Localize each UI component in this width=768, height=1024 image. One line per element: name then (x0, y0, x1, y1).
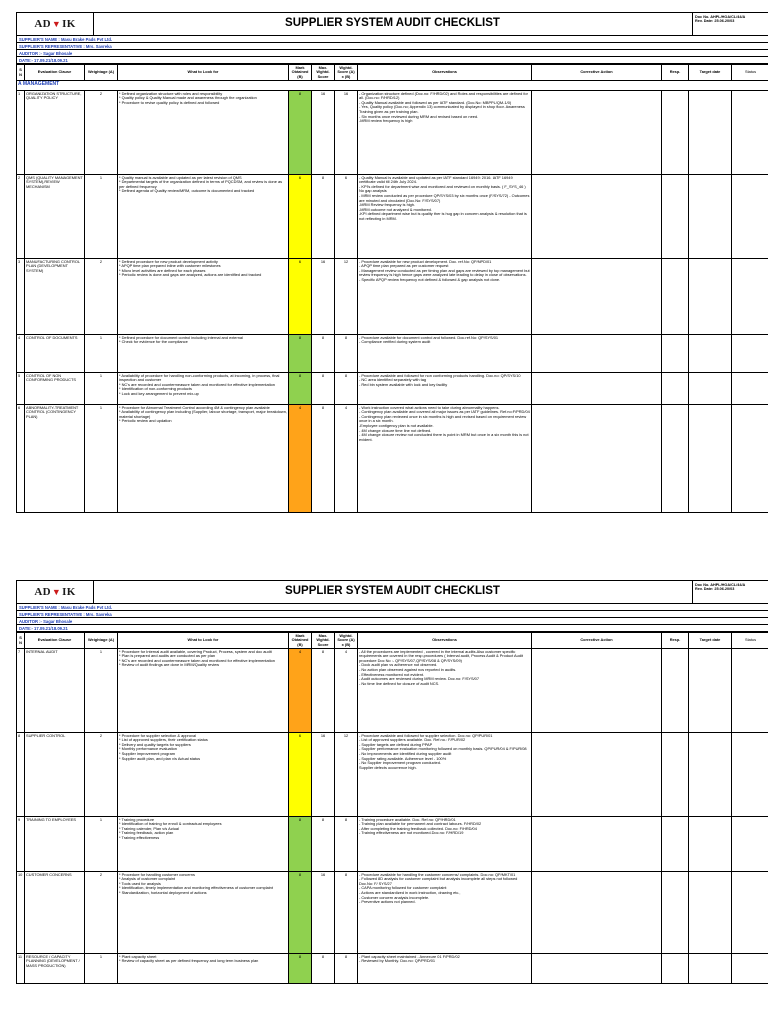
row-weightage: 2 (85, 733, 118, 817)
supplier-representative: SUPPLIER'S REPRESENTATIVE : Mrs. Savreka (16, 611, 768, 618)
row-weightage: 2 (85, 259, 118, 335)
row-target-date (689, 373, 732, 405)
row-mark: 6 (289, 733, 312, 817)
row-wghtd-score: 4 (335, 649, 358, 733)
row-wghtd-score: 8 (335, 373, 358, 405)
col-status: Status (732, 65, 768, 81)
row-corrective-action (532, 259, 662, 335)
table-row (17, 335, 768, 373)
section-management: A MANAGEMENT (17, 81, 768, 91)
row-target-date (689, 335, 732, 373)
audit-table (16, 64, 768, 513)
document-number (692, 581, 768, 603)
row-status (732, 405, 768, 513)
row-observations: - Plant capacity sheet maintained - Annexure 01 F/PRD/02 - Reviewed by Monthly. Doc.no: QP/PRD/01 (358, 954, 532, 984)
doc-no-text: Doc No. AHPL/HOA/CL/44/A (695, 583, 746, 587)
checklist-header (16, 12, 768, 36)
row-look-for: * Training procedure * Identification of training for enroll & contractual employees * Training calender, Plan v/s Actual * Training feedback, action plan * Training effectiveness (118, 817, 289, 872)
row-observations: - All the procedures are implemented , covered in the internal audits.Also customer specific requirements are covered in the resp.procedures ( Internal audit, Process Audit & Product Audit procedure Doc No :- QP/SYS/07,QP/SYS/08 & QP/SYS/09) - Dock audit plan vs adherence not observed. - No action plan observed against ncs reported in audits. - Effectiveness monitored not evident. - Audit outcomes are reviewed during MRM review. Doc.no: F/SYS/07 - No time line defined for closure of audit NCS. (358, 649, 532, 733)
row-look-for: * Defined procedure for document control including internal and external * Check for evidence for the compliance (118, 335, 289, 373)
table-row (17, 733, 768, 817)
row-wghtd-score: 6 (335, 175, 358, 259)
row-weightage: 2 (85, 872, 118, 954)
row-max-score: 8 (312, 373, 335, 405)
row-max-score: 8 (312, 649, 335, 733)
row-look-for: * Procedure for Internal audit available, covering Product, Process, system and doc audit * Plan is prepared and audits are conducted as per plan * NC's are recorded and countermeasure taken and monitored for effective implementation * Review of audit findings are done in MRM/Quality review (118, 649, 289, 733)
row-resp (662, 649, 689, 733)
col-resp: Resp. (662, 65, 689, 81)
row-resp (662, 259, 689, 335)
row-look-for: * Availability of procedure for handling non-conforming products, at incoming, in process, final inspection and customer * NC's are recorded and countermeasure taken and monitored for effective implementation * Identification of non-conforming products * Lock and key arrangement to prevent mix-up (118, 373, 289, 405)
checklist-title: SUPPLIER SYSTEM AUDIT CHECKLIST (285, 17, 500, 30)
row-observations: - Procedure available and followed for non conforming products handling. Doc.no: QP/SYS/10 - NC area identified separately with tag - Red bin system available with lock and key facility (358, 373, 532, 405)
col-corrective-action: Corrective Action (532, 65, 662, 81)
row-wghtd-score: 8 (335, 335, 358, 373)
row-status (732, 733, 768, 817)
row-max-score: 16 (312, 91, 335, 175)
row-sn: 7 (17, 649, 25, 733)
row-max-score: 8 (312, 817, 335, 872)
table-row (17, 649, 768, 733)
row-status (732, 817, 768, 872)
row-resp (662, 373, 689, 405)
row-target-date (689, 733, 732, 817)
checklist-header (16, 580, 768, 604)
col-observations: Observations (358, 633, 532, 649)
row-sn: 5 (17, 373, 25, 405)
col-status: Status (732, 633, 768, 649)
row-observations: - Training procedure available. Doc. Ref.no: QP/HRD/01 - Training plan available for permanent and contract labours. F/HRD/02 - After completing the training feedback collected. Doc.no: F/HRD/04 - Training effectiveness are not monitored.Doc.no: F/HRD/19 (358, 817, 532, 872)
checklist-page-1 (16, 12, 768, 513)
row-target-date (689, 175, 732, 259)
row-target-date (689, 91, 732, 175)
col-look-for: What to Look for (118, 633, 289, 649)
row-sn: 11 (17, 954, 25, 984)
document-number (692, 13, 768, 35)
supplier-name: SUPPLIER'S NAME : Masu Brake Pads Pvt Ltd. (16, 604, 768, 611)
col-max: Max. Wghtd. Score (312, 65, 335, 81)
row-clause: ABNORMALITY-TREATMENT CONTROL (CONTINGENCY PLAN) (25, 405, 85, 513)
row-mark: 8 (289, 817, 312, 872)
table-row (17, 259, 768, 335)
row-target-date (689, 259, 732, 335)
row-clause: CONTROL OF NON CONFORMING PRODUCTS (25, 373, 85, 405)
row-status (732, 335, 768, 373)
row-look-for: * Procedure for Abnormal Treatment Control according 4M & contingency plan available * Availability of contingency plan including (Supplier, labour shortage, transport, major breakdown, material shortage) * Periodic review and updation (118, 405, 289, 513)
table-row (17, 175, 768, 259)
row-sn: 9 (17, 817, 25, 872)
rev-date-text: Rev. Date: 25.06.20/03 (695, 19, 735, 24)
row-wghtd-score: 16 (335, 91, 358, 175)
audit-date: DATE:- 17.09.21/18.09.21 (16, 625, 768, 632)
auditor: AUDITOR :- Sagar Bhosale (16, 618, 768, 625)
table-row (17, 954, 768, 984)
row-resp (662, 175, 689, 259)
audit-date: DATE:- 17.09.21/18.09.21 (16, 57, 768, 64)
row-clause: QMS (QUALITY MANAGEMENT SYSTEM),REVIEW MECHANISM (25, 175, 85, 259)
row-observations: - Procedure available for handling the customer concerns/ complaints. Doc.no: QP/MKT/01 - Followed 8D analysis for customer complaint but analysis incomplete all steps not followed Doc.No: F/ SYS/27 - CAPA monitoring followed for customer complaint - Actions are standardized in work instruction, drawing etc., - Customer concern analysis incomplete. - Preventive actions not planned. (358, 872, 532, 954)
table-row (17, 405, 768, 513)
col-resp: Resp. (662, 633, 689, 649)
table-header-row (17, 633, 768, 649)
row-corrective-action (532, 733, 662, 817)
row-clause: CUSTOMER CONCERNS (25, 872, 85, 954)
col-sn: SN (17, 633, 25, 649)
col-target-date: Target date (689, 65, 732, 81)
col-corrective-action: Corrective Action (532, 633, 662, 649)
row-sn: 3 (17, 259, 25, 335)
row-clause: CONTROL OF DOCUMENTS (25, 335, 85, 373)
supplier-representative: SUPPLIER'S REPRESENTATIVE : Mrs. Savreka (16, 43, 768, 50)
row-sn: 6 (17, 405, 25, 513)
table-row (17, 91, 768, 175)
rev-date-text: Rev. Date: 25.06.20/03 (695, 587, 735, 592)
row-status (732, 954, 768, 984)
row-corrective-action (532, 335, 662, 373)
row-corrective-action (532, 817, 662, 872)
row-clause: MANUFACTURING CONTROL PLAN (DEVELOPMENT SYSTEM) (25, 259, 85, 335)
checklist-page-2 (16, 580, 768, 984)
row-observations: - Organization structure defined (Doc.no: F/HRD/02) and Roles and responsibilities are defined for all. (Doc.no: F/HRD/12) - Quality Manual available and followed as per IATF standard. (Doc.No: MBPPL/QM-1/0) - Yes, Quality policy (Doc.no; Appendix 13) communicated by displayed in shop floor. Awareness Training given as per training plan. - Six months once reviewed during MRM and revised based on need. -MRM review frequency is high (358, 91, 532, 175)
col-clause: Evaluation Clause (25, 633, 85, 649)
row-weightage: 1 (85, 954, 118, 984)
row-weightage: 1 (85, 649, 118, 733)
row-mark: 6 (289, 259, 312, 335)
col-mark: Mark Obtained (B) (289, 65, 312, 81)
row-weightage: 1 (85, 817, 118, 872)
advik-logo: AD▼IK (17, 13, 94, 35)
row-status (732, 259, 768, 335)
row-wghtd-score: 8 (335, 872, 358, 954)
row-mark: 4 (289, 405, 312, 513)
row-resp (662, 335, 689, 373)
row-target-date (689, 817, 732, 872)
row-look-for: * Procedure for handling customer concerns * Analysis of customer complaint * Tools used for analysis * Identification, timely implementation and monitoring effectiveness of customer complaint * Standardization, horizontal deployment of actions (118, 872, 289, 954)
row-status (732, 649, 768, 733)
row-status (732, 91, 768, 175)
row-status (732, 175, 768, 259)
row-observations: - Work instruction covered what actions need to take during abnormality happens. - Contingency plan available and covered all major issues as per IATF guidelines. Ref.no:F/PRD/04 - Contingency plan reviewed once in six months is high and revised based on requirement review once in a six month. -Employee contigency plan is not available. - 4M change closure time line not defined. - 4M change closure review not conducted there is point in MRM but once in a six month this is not evident. (358, 405, 532, 513)
row-weightage: 1 (85, 175, 118, 259)
row-status (732, 872, 768, 954)
row-wghtd-score: 4 (335, 405, 358, 513)
row-wghtd-score: 12 (335, 733, 358, 817)
row-mark: 8 (289, 91, 312, 175)
row-max-score: 8 (312, 175, 335, 259)
row-wghtd-score: 12 (335, 259, 358, 335)
row-corrective-action (532, 405, 662, 513)
col-look-for: What to Look for (118, 65, 289, 81)
col-max: Max. Wghtd. Score (312, 633, 335, 649)
row-mark: 8 (289, 335, 312, 373)
row-status (732, 373, 768, 405)
row-look-for: * Plant capacity sheet * Review of capacity sheet as per defined frequency and long term business plan (118, 954, 289, 984)
row-target-date (689, 405, 732, 513)
row-max-score: 16 (312, 872, 335, 954)
row-max-score: 8 (312, 954, 335, 984)
col-target-date: Target date (689, 633, 732, 649)
row-sn: 8 (17, 733, 25, 817)
row-target-date (689, 954, 732, 984)
advik-logo: AD▼IK (17, 581, 94, 603)
row-resp (662, 405, 689, 513)
row-max-score: 16 (312, 733, 335, 817)
row-look-for: * Procedure for supplier selection & approval * List of approved suppliers, their certification status * Delivery and quality targets for suppliers * Monthly performance evaluation * Supplier improvement program * Supplier audit plan, and plan v/s Actual status (118, 733, 289, 817)
row-mark: 6 (289, 175, 312, 259)
auditor: AUDITOR :- Sagar Bhosale (16, 50, 768, 57)
table-row (17, 872, 768, 954)
col-weightage: Weightage (A) (85, 65, 118, 81)
row-resp (662, 733, 689, 817)
row-clause: TRAINING TO EMPLOYEES (25, 817, 85, 872)
col-mark: Mark Obtained (B) (289, 633, 312, 649)
row-observations: - Procedure available for new product development. Doc. ref.No: QP/NPD/01 - APQP time plan prepared as per customer request - Management review conducted as per timing plan and gaps are reviewed by top management but review frequency is high hence gaps were analyzed late leading to delay in close of observations. - Specific APQP review frequency not defined & followed & gap analysis not done. (358, 259, 532, 335)
row-look-for: * Defined organization structure with roles and responsibility * Quality policy & Quality Manual made and awareness through the organization * Procedure to revise quality policy is defined and followed (118, 91, 289, 175)
row-corrective-action (532, 175, 662, 259)
row-weightage: 1 (85, 405, 118, 513)
col-wghtd: Wghtd. Score (A) x (B) (335, 633, 358, 649)
row-mark: 8 (289, 872, 312, 954)
row-mark: 8 (289, 954, 312, 984)
row-resp (662, 91, 689, 175)
row-weightage: 2 (85, 91, 118, 175)
row-clause: RESOURCE / CAPACITY PLANNING (DEVELOPMENT / MASS PRODUCTION) (25, 954, 85, 984)
col-clause: Evaluation Clause (25, 65, 85, 81)
row-sn: 2 (17, 175, 25, 259)
row-look-for: * Defined procedure for new product development activity * APQP time plan prepared inline with customer milestones * Micro level activities are defined for each phases * Periodic review is done and gaps are analyzed, actions are identified and tracked (118, 259, 289, 335)
row-observations: - Procedure available and followed for supplier selection. Doc.no: QP/PUR/01 - List of approved suppliers available. Doc. Ref.no.: F/PUR/02 - Supplier targets are defined during PPAP - Supplier performance evaluation monitoring followed on monthly basis. QP/PUR/04 & F/PUR/08 - No improvements are identified during supplier audit - Supplier rating available. Adherence level - 100% - No Supplier improvement program conducted. Supplier defects occurrence high. (358, 733, 532, 817)
doc-no-text: Doc No. AHPL/HOA/CL/44/A (695, 15, 746, 19)
row-target-date (689, 649, 732, 733)
row-resp (662, 954, 689, 984)
row-resp (662, 872, 689, 954)
row-max-score: 16 (312, 259, 335, 335)
row-mark: 8 (289, 373, 312, 405)
row-clause: INTERNAL AUDIT (25, 649, 85, 733)
row-resp (662, 817, 689, 872)
row-target-date (689, 872, 732, 954)
row-wghtd-score: 8 (335, 817, 358, 872)
checklist-title: SUPPLIER SYSTEM AUDIT CHECKLIST (285, 585, 500, 598)
row-corrective-action (532, 91, 662, 175)
col-observations: Observations (358, 65, 532, 81)
row-mark: 4 (289, 649, 312, 733)
row-observations: - Procedure available for document control and followed. Doc.ref.No: QP/SYS/01 - Compliance verified during system audit (358, 335, 532, 373)
row-weightage: 1 (85, 373, 118, 405)
row-observations: - Quality Manual is available and updated as per IATF standard 16949: 2016. IATF 16949 certificate valid till 24th July 2024. - KPI's defined for department wise and monitored and reviewed on monthly basis. ( F_SYS_46 ) No gap analysis - MRM review conducted as per procedure QP/SYS/03 by six months once (F/SYS/72) - Outcomes are minuted and circulated (Doc.No: F/SYS/07) -MRM Review frequency is high. -MRM outcome not analyzed & monitored. -KPI defined department wise but is quality ther is hug gap in concern analysis & resolution that is not reflecting in MRM. (358, 175, 532, 259)
row-corrective-action (532, 954, 662, 984)
supplier-name: SUPPLIER'S NAME : Masu Brake Pads Pvt Ltd. (16, 36, 768, 43)
row-max-score: 8 (312, 335, 335, 373)
row-sn: 1 (17, 91, 25, 175)
col-wghtd: Wghtd. Score (A) x (B) (335, 65, 358, 81)
col-sn: SN (17, 65, 25, 81)
row-sn: 10 (17, 872, 25, 954)
row-corrective-action (532, 872, 662, 954)
col-weightage: Weightage (A) (85, 633, 118, 649)
table-row (17, 817, 768, 872)
row-corrective-action (532, 373, 662, 405)
row-weightage: 1 (85, 335, 118, 373)
row-corrective-action (532, 649, 662, 733)
audit-table (16, 632, 768, 984)
row-clause: ORGANIZATION STRUCTURE, QUALITY POLICY (25, 91, 85, 175)
row-look-for: * Quality manual is available and updated as per latest revision of QMS * Departmental targets of the organization defined in terms of PQCDSM, and review is done as per defined frequency * Defined agenda of Quality review/MRM, outcome is documented and tracked (118, 175, 289, 259)
row-max-score: 8 (312, 405, 335, 513)
row-clause: SUPPLIER CONTROL (25, 733, 85, 817)
table-header-row (17, 65, 768, 81)
row-sn: 4 (17, 335, 25, 373)
row-wghtd-score: 8 (335, 954, 358, 984)
table-row (17, 373, 768, 405)
